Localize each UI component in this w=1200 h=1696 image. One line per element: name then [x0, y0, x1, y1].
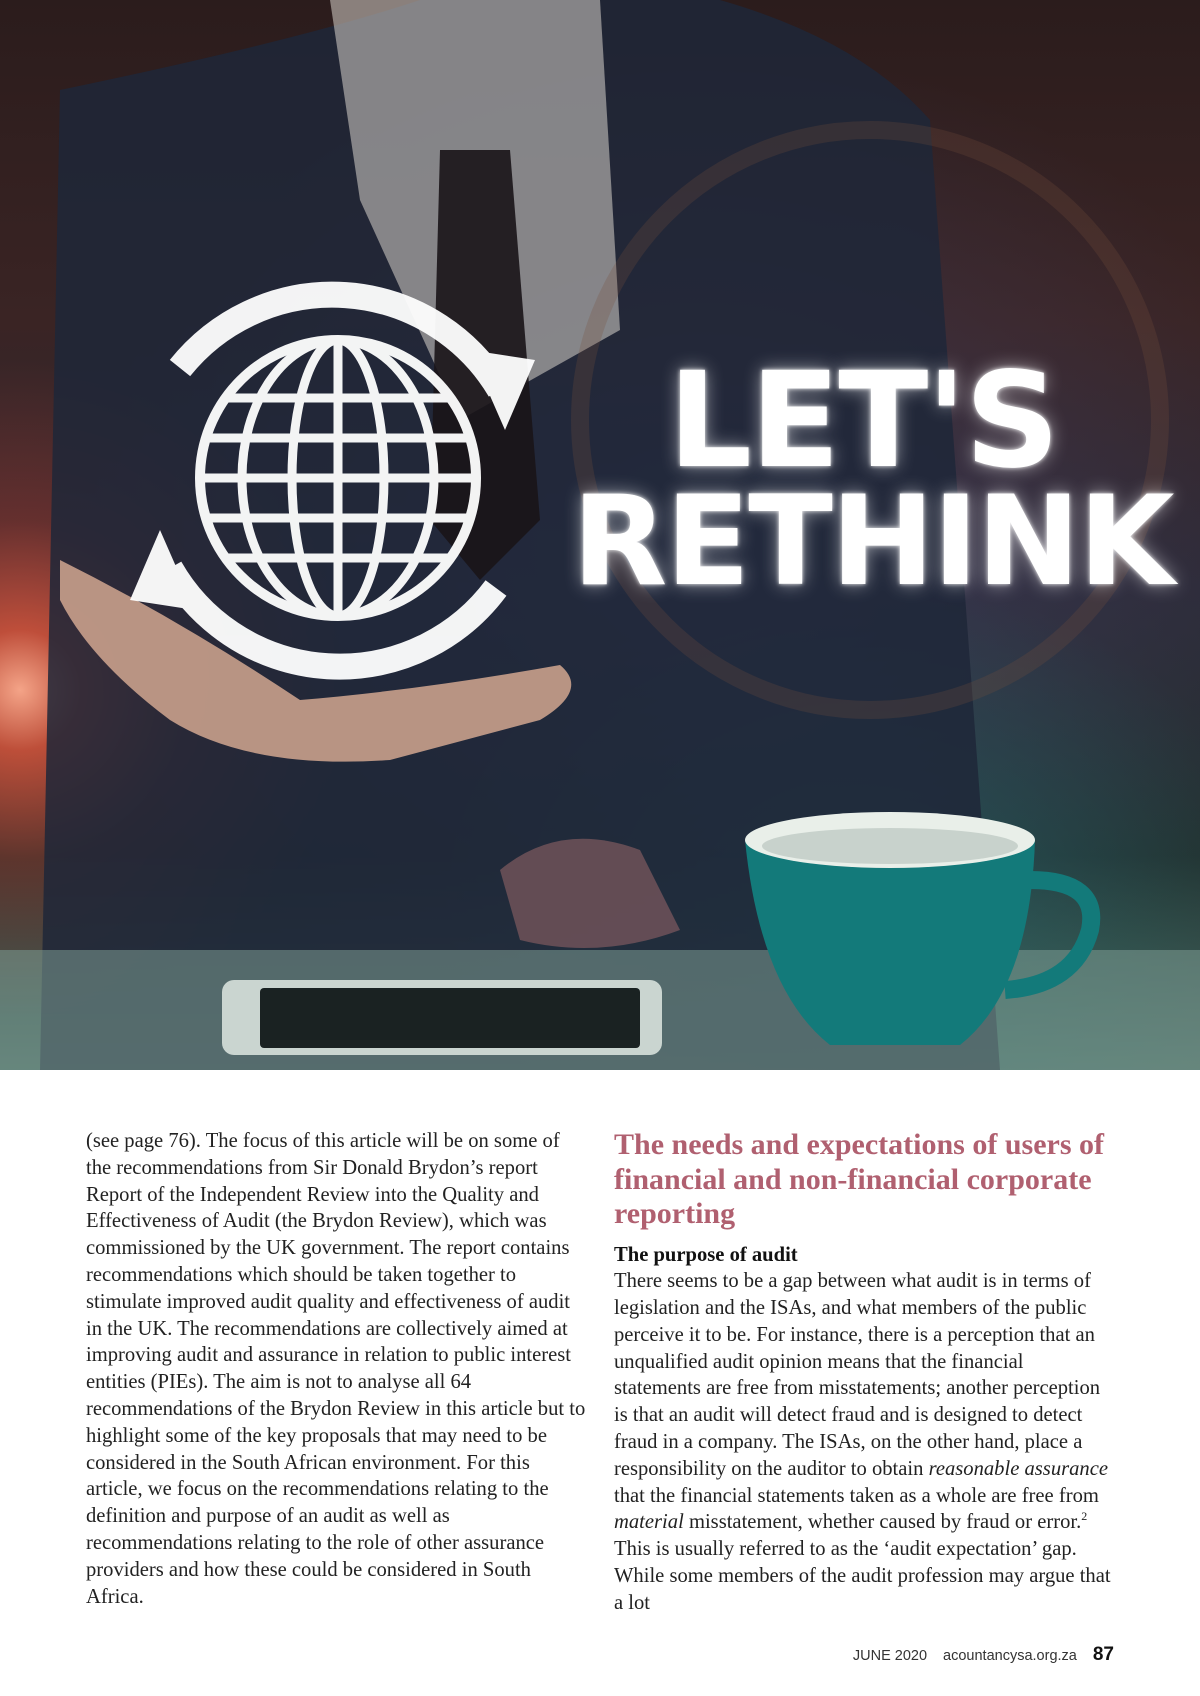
issue-date: JUNE 2020: [852, 1648, 928, 1664]
headline-line-2: RETHINK: [572, 470, 1173, 614]
page-footer: [853, 1644, 1114, 1666]
phone-screen: [260, 988, 640, 1048]
website-url: acountancysa.org.za: [943, 1648, 1077, 1664]
body-paragraph: [614, 1268, 1114, 1616]
page-number: 87: [1092, 1644, 1114, 1665]
text-run: This is usually referred to as the ‘audit expectation’ gap. While some members of the audit profession may argue that a lot: [614, 1538, 1111, 1614]
teacup-inside: [762, 828, 1018, 864]
headline-line-1: LET'S: [668, 344, 1058, 498]
subheading: The purpose of audit: [614, 1243, 798, 1266]
italic-text: reasonable assurance: [928, 1457, 1109, 1480]
footnote-marker: 2: [1081, 1509, 1088, 1524]
italic-text: material: [614, 1511, 684, 1534]
text-run: There seems to be a gap between what audit is in terms of legislation and the ISAs, and what members of the public perceive it to be. For instance, there is a perception that an unqualified audit opinion means that the financial statements are free from misstatements; another perception is that an audit will detect fraud and is designed to detect fraud in a company. The ISAs, on the other hand, place a responsibility on the auditor to obtain: [614, 1270, 1101, 1480]
text-run: that the financial statements taken as a whole are free from: [614, 1484, 1099, 1507]
left-column: [86, 1128, 586, 1610]
body-paragraph: (see page 76). The focus of this article will be on some of the recommendations from Sir Donald Brydon’s report Report of the Independent Review into the Quality and Effectiveness of Audit (the Brydon Review), which was commissioned by the UK government. The report contains recommendations which should be taken together to stimulate improved audit quality and effectiveness of audit in the UK. The recommendations are collectively aimed at improving audit and assurance in relation to public interest entities (PIEs). The aim is not to analyse all 64 recommendations of the Brydon Review in this article but to highlight some of the key proposals that may need to be considered in the South African environment. For this article, we focus on the recommendations relating to the definition and purpose of an audit as well as recommendations relating to the role of other assurance providers and how these could be considered in South Africa.: [86, 1130, 586, 1608]
right-column: [614, 1128, 1114, 1617]
text-run: misstatement, whether caused by fraud or error.: [683, 1511, 1082, 1534]
section-heading: The needs and expectations of users of financial and non-financial corporate reporting: [614, 1128, 1105, 1230]
